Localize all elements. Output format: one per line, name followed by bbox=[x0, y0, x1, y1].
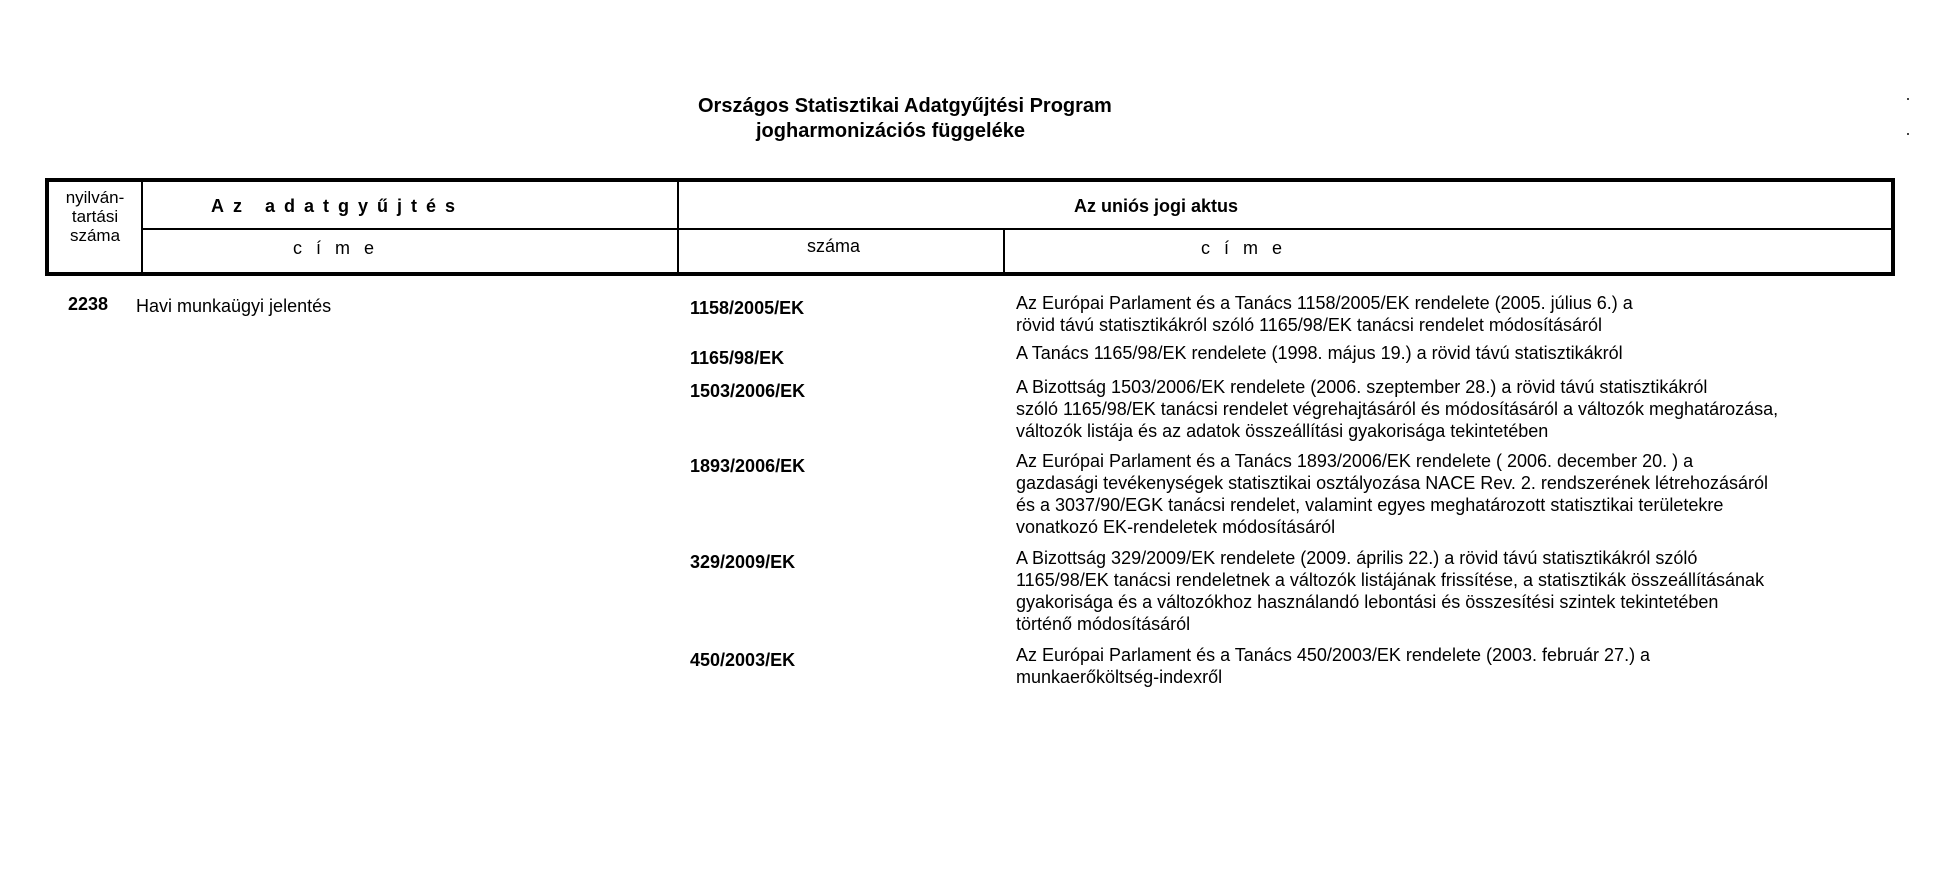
eu-act-title-line: A Bizottság 329/2009/EK rendelete (2009. április 22.) a rövid távú statisztikákról szóló bbox=[1016, 548, 1698, 568]
table-header bbox=[45, 178, 1895, 276]
eu-act-title-line: gyakorisága és a változókhoz használandó lebontási és összesítési szintek tekintetében bbox=[1016, 592, 1719, 612]
column-divider bbox=[1003, 228, 1005, 272]
margin-mark bbox=[1907, 98, 1909, 100]
eu-act-title bbox=[1016, 644, 1916, 688]
eu-act-title-line: munkaerőköltség-indexről bbox=[1016, 667, 1223, 687]
eu-act-title-line: A Bizottság 1503/2006/EK rendelete (2006. szeptember 28.) a rövid távú statisztikákról bbox=[1016, 377, 1708, 397]
eu-act-number: 1893/2006/EK bbox=[690, 456, 806, 476]
eu-act-title-line: A Tanács 1165/98/EK rendelete (1998. május 19.) a rövid távú statisztikákról bbox=[1016, 343, 1623, 363]
eu-act-title bbox=[1016, 342, 1916, 364]
eu-act-number: 450/2003/EK bbox=[690, 650, 796, 670]
column-divider bbox=[141, 182, 143, 272]
eu-act-number: 1503/2006/EK bbox=[690, 381, 806, 401]
reg-number: 2238 bbox=[68, 294, 109, 314]
header-reg-number-line: tartási bbox=[71, 207, 119, 226]
eu-act-title bbox=[1016, 547, 1916, 635]
eu-act-title-line: vonatkozó EK-rendeletek módosításáról bbox=[1016, 517, 1336, 537]
header-collection: Az adatgyűjtés bbox=[211, 196, 465, 216]
eu-act-title-line: gazdasági tevékenységek statisztikai osztályozása NACE Rev. 2. rendszerének létrehozásáról bbox=[1016, 473, 1769, 493]
header-reg-number-line: száma bbox=[69, 226, 121, 245]
eu-act-number: 1158/2005/EK bbox=[690, 298, 805, 318]
eu-act-title-line: Az Európai Parlament és a Tanács 1893/2006/EK rendelete ( 2006. december 20. ) a bbox=[1016, 451, 1694, 471]
eu-act-number: 1165/98/EK bbox=[690, 348, 785, 368]
collection-title: Havi munkaügyi jelentés bbox=[136, 296, 332, 316]
header-eu-act: Az uniós jogi aktus bbox=[1074, 196, 1239, 216]
eu-act-number: 329/2009/EK bbox=[690, 552, 796, 572]
eu-act-title-line: történő módosításáról bbox=[1016, 614, 1191, 634]
header-eu-act-number: száma bbox=[807, 236, 861, 256]
eu-act-title-line: változók listája és az adatok összeállítási gyakorisága tekintetében bbox=[1016, 421, 1549, 441]
eu-act-title-line: és a 3037/90/EGK tanácsi rendelet, valamint egyes meghatározott statisztikai területekre bbox=[1016, 495, 1724, 515]
header-eu-act-title: címe bbox=[1201, 238, 1297, 258]
eu-act-title-line: 1165/98/EK tanácsi rendeletnek a változók listájának frissítése, a statisztikák összeállításának bbox=[1016, 570, 1765, 590]
margin-mark bbox=[1907, 133, 1909, 135]
document-subtitle: jogharmonizációs függeléke bbox=[756, 120, 1025, 142]
header-collection-title: címe bbox=[293, 238, 389, 258]
document-title: Országos Statisztikai Adatgyűjtési Program bbox=[698, 95, 1112, 117]
header-reg-number-line: nyilván- bbox=[65, 188, 125, 207]
eu-act-title-line: rövid távú statisztikákról szóló 1165/98/EK tanácsi rendelet módosításáról bbox=[1016, 315, 1602, 335]
header-reg-number bbox=[49, 188, 141, 245]
eu-act-title bbox=[1016, 292, 1916, 336]
eu-act-title-line: szóló 1165/98/EK tanácsi rendelet végrehajtásáról és módosításáról a változók meghatározása, bbox=[1016, 399, 1779, 419]
eu-act-title bbox=[1016, 376, 1916, 442]
eu-act-title-line: Az Európai Parlament és a Tanács 450/2003/EK rendelete (2003. február 27.) a bbox=[1016, 645, 1651, 665]
column-divider bbox=[677, 182, 679, 272]
eu-act-title-line: Az Európai Parlament és a Tanács 1158/2005/EK rendelete (2005. július 6.) a bbox=[1016, 293, 1633, 313]
row-divider bbox=[141, 228, 1891, 230]
eu-act-title bbox=[1016, 450, 1916, 538]
